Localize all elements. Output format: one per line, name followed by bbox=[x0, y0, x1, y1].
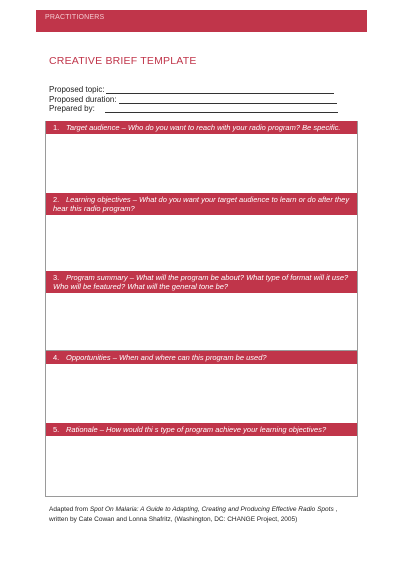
section-answer-box[interactable] bbox=[46, 364, 357, 425]
section-header bbox=[46, 351, 357, 364]
field-label: Proposed topic: bbox=[49, 85, 105, 94]
header-bar bbox=[36, 10, 367, 32]
footer-suffix: , bbox=[333, 506, 338, 513]
section-prompt: Learning objectives – What do you want your target audience to learn or do after they hear this radio program? bbox=[53, 194, 350, 213]
section-prompt: Opportunities – When and where can this program be used? bbox=[66, 352, 267, 362]
footer-prefix: Adapted from bbox=[49, 506, 90, 513]
input-line[interactable] bbox=[119, 103, 337, 104]
section-header bbox=[46, 193, 357, 215]
footer-source: Spot On Malaria: A Guide to Adapting, Creating and Producing Effective Radio Spots bbox=[89, 506, 334, 513]
footer-line2: written by Cate Cowan and Lonna Shafritz, (Washington, DC: CHANGE Project, 2005) bbox=[49, 516, 298, 523]
section-answer-box[interactable] bbox=[46, 293, 357, 350]
section-number: 3. bbox=[53, 272, 60, 282]
section-prompt: Program summary – What will the program be about? What type of format will it use? Who will be featured? What will the general tone be? bbox=[53, 272, 349, 291]
field-label: Prepared by: bbox=[49, 104, 95, 113]
section-program-summary bbox=[45, 271, 358, 351]
proposed-topic-field[interactable] bbox=[49, 85, 105, 94]
section-opportunities bbox=[45, 351, 358, 426]
section-number: 2. bbox=[53, 194, 60, 204]
section-number: 4. bbox=[53, 352, 60, 362]
section-target-audience bbox=[45, 121, 358, 197]
section-number: 1. bbox=[53, 122, 60, 132]
section-header bbox=[46, 423, 357, 436]
section-rationale bbox=[45, 423, 358, 497]
section-answer-box[interactable] bbox=[46, 436, 357, 496]
section-prompt: Rationale – How would thi s type of program achieve your learning objectives? bbox=[66, 424, 327, 434]
section-header bbox=[46, 121, 357, 134]
section-answer-box[interactable] bbox=[46, 134, 357, 196]
header-label: PRACTITIONERS bbox=[45, 14, 105, 21]
prepared-by-field[interactable] bbox=[49, 104, 95, 113]
footer-citation bbox=[49, 505, 369, 525]
proposed-duration-field[interactable] bbox=[49, 95, 117, 104]
section-number: 5. bbox=[53, 424, 60, 434]
page-title: CREATIVE BRIEF TEMPLATE bbox=[49, 55, 197, 67]
field-label: Proposed duration: bbox=[49, 95, 117, 104]
section-header bbox=[46, 271, 357, 293]
section-prompt: Target audience – Who do you want to reach with your radio program? Be specific. bbox=[66, 122, 341, 132]
input-line[interactable] bbox=[105, 112, 338, 113]
input-line[interactable] bbox=[106, 93, 334, 94]
section-answer-box[interactable] bbox=[46, 215, 357, 272]
section-learning-objectives bbox=[45, 193, 358, 273]
